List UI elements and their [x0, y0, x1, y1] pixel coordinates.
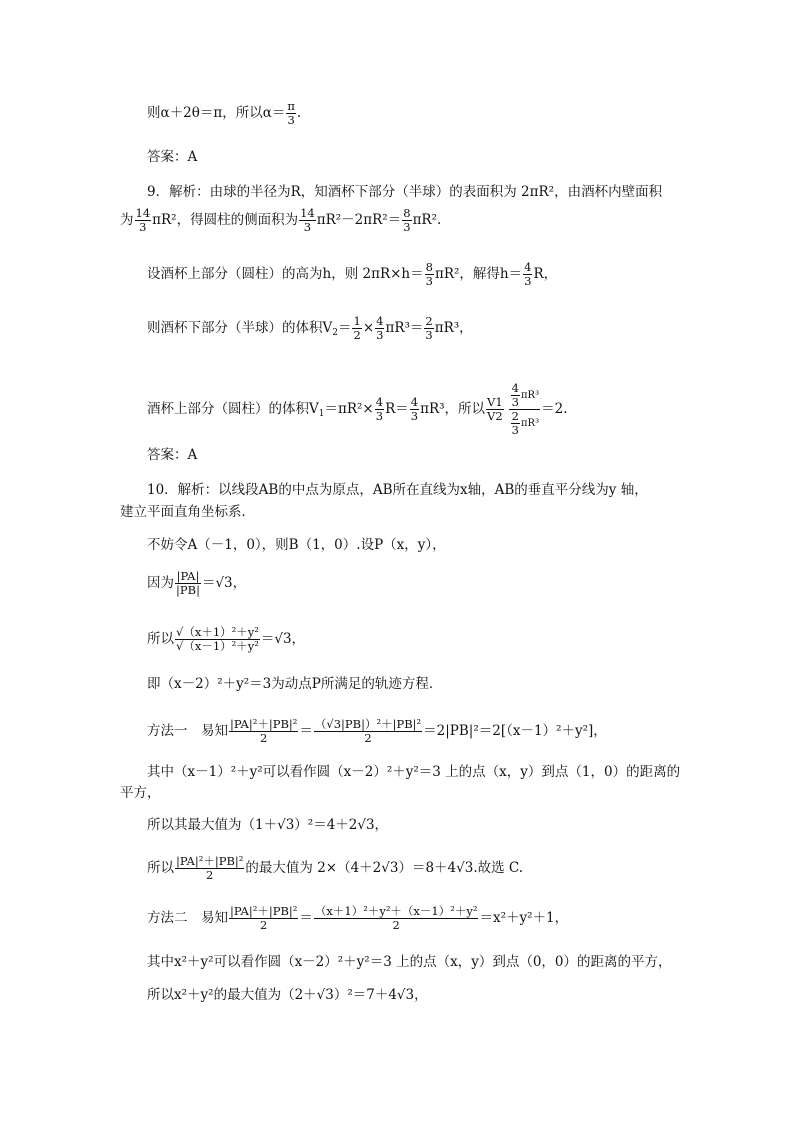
p10-line14: 所以x²＋y²的最大值为（2＋√3）²＝7＋4√3，	[147, 987, 428, 1003]
p10-line11: 所以 $\frac{\text{|PA|²＋|PB|²}}{2}$ 的最大值为 2×（4＋2√3）＝8＋4√3.故选 C.	[147, 854, 524, 882]
p10-line5: 所以 $\frac{\text{√（x＋1）²＋y²}}{\text{√（x－1）²＋y²}}$ ＝√3，	[147, 625, 306, 653]
line-alpha: 则α＋2θ＝π，所以α＝ $\frac{\pi}{3}$ .	[147, 99, 302, 127]
p10-method2: 方法二 易知 $\frac{\text{|PA|²＋|PB|²}}{2}$ ＝ $\frac{\text{（x＋1）²＋y²＋（x－1）²＋y²}}{2}$ ＝x²＋y²＋1，	[147, 904, 569, 932]
fraction-pi-over-3: $\frac{\pi}{3}$	[287, 99, 295, 127]
p10-method1: 方法一 易知 $\frac{\text{|PA|²＋|PB|²}}{2}$ ＝ $\frac{\text{（√3|PB|）²＋|PB|²}}{2}$ ＝2|PB|²＝2[（x－1）²＋y²]，	[147, 717, 607, 745]
p9-line3: 设酒杯上部分（圆柱）的高为h，则 2πR×h＝ $\frac{8}{3}$ πR²，解得h＝ $\frac{4}{3}$ R，	[147, 260, 558, 288]
p10-line1: 10．解析：以线段AB的中点为原点，AB所在直线为x轴，AB的垂直平分线为y 轴，	[147, 482, 648, 498]
p10-line8: 其中（x－1）²＋y²可以看作圆（x－2）²＋y²＝3 上的点（x，y）到点（1，0）的距离的	[147, 764, 681, 780]
p10-line2: 建立平面直角坐标系．	[120, 504, 255, 520]
p10-line6: 即（x－2）²＋y²＝3为动点P所满足的轨迹方程．	[147, 676, 443, 692]
p9-line2: 为 $\frac{14}{3}$ πR²，得圆柱的侧面积为 $\frac{14}{3}$ πR²－2πR²＝ $\frac{8}{3}$ πR².	[120, 206, 442, 234]
answer-8: 答案：A	[147, 149, 198, 165]
p10-line3: 不妨令A（－1，0），则B（1，0）.设P（x，y），	[147, 537, 446, 553]
answer-9: 答案：A	[147, 447, 198, 463]
p10-line10: 所以其最大值为（1＋√3）²＝4＋2√3，	[147, 817, 389, 833]
p9-line1: 9．解析：由球的半径为R，知酒杯下部分（半球）的表面积为 2πR²，由酒杯内壁面积	[147, 184, 663, 200]
p10-line13: 其中x²＋y²可以看作圆（x－2）²＋y²＝3 上的点（x，y）到点（0，0）的距离的平方，	[147, 954, 672, 970]
p9-line4: 则酒杯下部分（半球）的体积$V_2=$ $\frac{1}{2}$ × $\frac{4}{3}$ πR³＝ $\frac{2}{3}$ πR³，	[147, 314, 473, 342]
p10-line4: 因为 $\frac{|PA|}{|PB|}$ ＝√3，	[147, 569, 247, 597]
p10-line9: 平方，	[120, 785, 161, 801]
p9-line5: 酒杯上部分（圆柱）的体积$V_1=\pi R^2\times$ $\frac{4}{3}$ R＝ $\frac{4}{3}$ πR³，所以 $\frac{V1}{V2}$ $\frac{4}{3}$ πR³ $\frac{2}{3}$ πR³ ＝2.	[147, 381, 568, 437]
